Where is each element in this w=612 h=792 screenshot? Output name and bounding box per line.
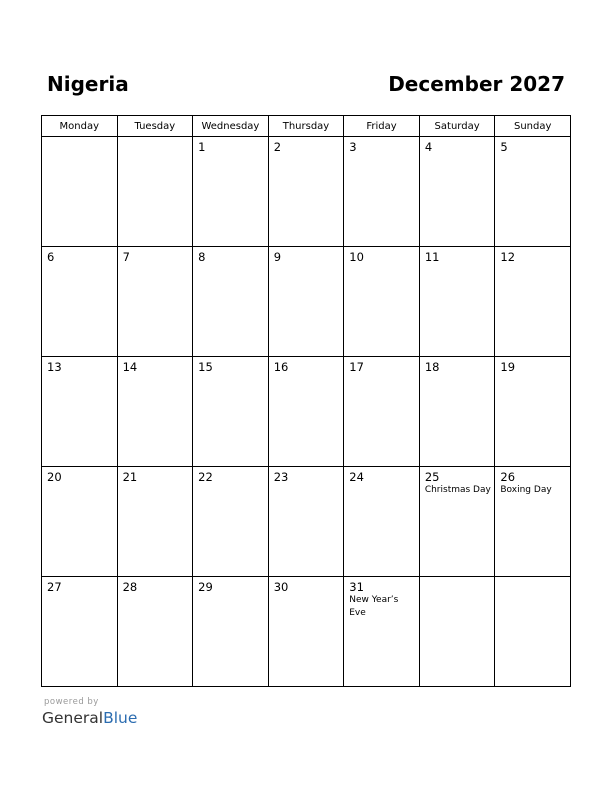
- day-number: [420, 577, 495, 580]
- day-cell: [117, 137, 193, 247]
- brand-blue: Blue: [103, 709, 138, 727]
- day-number: [495, 577, 570, 580]
- holiday-label: Christmas Day: [424, 485, 491, 495]
- week-row: [42, 137, 571, 247]
- day-number: 15: [198, 360, 213, 374]
- day-cell: [193, 137, 269, 247]
- country-title: Nigeria: [47, 72, 129, 96]
- day-number: 18: [424, 360, 440, 374]
- day-cell: [495, 357, 571, 467]
- day-number: 14: [122, 360, 138, 374]
- day-number: 27: [47, 580, 62, 594]
- weekday-thursday: Thursday: [268, 116, 344, 137]
- day-cell: [42, 467, 118, 577]
- day-number: 20: [47, 470, 62, 484]
- day-number: 23: [273, 470, 289, 484]
- day-number: 21: [122, 470, 138, 484]
- day-number: 13: [47, 360, 62, 374]
- week-row: [42, 467, 571, 577]
- day-cell: [268, 467, 344, 577]
- day-number: 4: [424, 140, 433, 154]
- day-cell: [42, 577, 118, 687]
- day-cell: [268, 577, 344, 687]
- day-cell: [42, 247, 118, 357]
- week-row: [42, 577, 571, 687]
- day-number: [42, 137, 117, 140]
- day-number: 3: [349, 140, 357, 154]
- day-number: 24: [349, 470, 364, 484]
- day-number: 9: [273, 250, 282, 264]
- week-row: [42, 357, 571, 467]
- month-year-title: December 2027: [388, 72, 565, 96]
- day-cell: [193, 247, 269, 357]
- day-number: 2: [273, 140, 282, 154]
- day-number: 12: [500, 250, 516, 264]
- day-cell: [117, 577, 193, 687]
- day-cell: [42, 137, 118, 247]
- day-number: 25: [424, 470, 440, 484]
- weekday-saturday: Saturday: [419, 116, 495, 137]
- day-cell: [42, 357, 118, 467]
- calendar-body: [42, 137, 571, 687]
- brand-general: General: [42, 709, 104, 727]
- day-number: 29: [198, 580, 213, 594]
- day-number: 31: [349, 580, 364, 594]
- day-cell: [495, 247, 571, 357]
- day-number: 10: [349, 250, 364, 264]
- day-cell: [419, 247, 495, 357]
- day-number: 6: [47, 250, 55, 264]
- day-number: 8: [198, 250, 206, 264]
- generalblue-logo: [42, 708, 137, 728]
- day-number: 26: [500, 470, 516, 484]
- day-cell: [419, 467, 495, 577]
- day-cell: [117, 467, 193, 577]
- day-cell: [495, 137, 571, 247]
- day-cell: [419, 137, 495, 247]
- day-number: 28: [122, 580, 138, 594]
- holiday-label: Boxing Day: [500, 485, 552, 495]
- day-cell: [117, 357, 193, 467]
- day-cell: [419, 357, 495, 467]
- day-cell: [344, 247, 420, 357]
- day-cell: [268, 247, 344, 357]
- day-cell: [344, 577, 420, 687]
- day-cell: [268, 137, 344, 247]
- day-cell: [419, 577, 495, 687]
- day-number: 16: [273, 360, 289, 374]
- day-number: 22: [198, 470, 213, 484]
- weekday-sunday: Sunday: [495, 116, 571, 137]
- day-cell: [268, 357, 344, 467]
- day-number: 19: [500, 360, 516, 374]
- day-number: 1: [198, 140, 206, 154]
- weekday-tuesday: Tuesday: [117, 116, 193, 137]
- holiday-label: New Year’s Eve: [349, 595, 399, 618]
- powered-by-text: powered by: [44, 697, 99, 707]
- day-cell: [495, 577, 571, 687]
- day-cell: [193, 577, 269, 687]
- day-cell: [117, 247, 193, 357]
- weekday-friday: Friday: [344, 116, 420, 137]
- day-number: 7: [122, 250, 130, 264]
- weekday-monday: Monday: [42, 116, 118, 137]
- day-number: [118, 137, 193, 140]
- day-cell: [344, 357, 420, 467]
- day-cell: [344, 467, 420, 577]
- weekday-wednesday: Wednesday: [193, 116, 269, 137]
- weekday-header-row: [42, 116, 571, 137]
- day-cell: [495, 467, 571, 577]
- day-cell: [193, 357, 269, 467]
- day-number: 5: [500, 140, 508, 154]
- week-row: [42, 247, 571, 357]
- day-cell: [344, 137, 420, 247]
- day-number: 17: [349, 360, 364, 374]
- day-number: 30: [273, 580, 289, 594]
- day-number: 11: [424, 250, 440, 264]
- calendar-grid: [41, 115, 571, 687]
- day-cell: [193, 467, 269, 577]
